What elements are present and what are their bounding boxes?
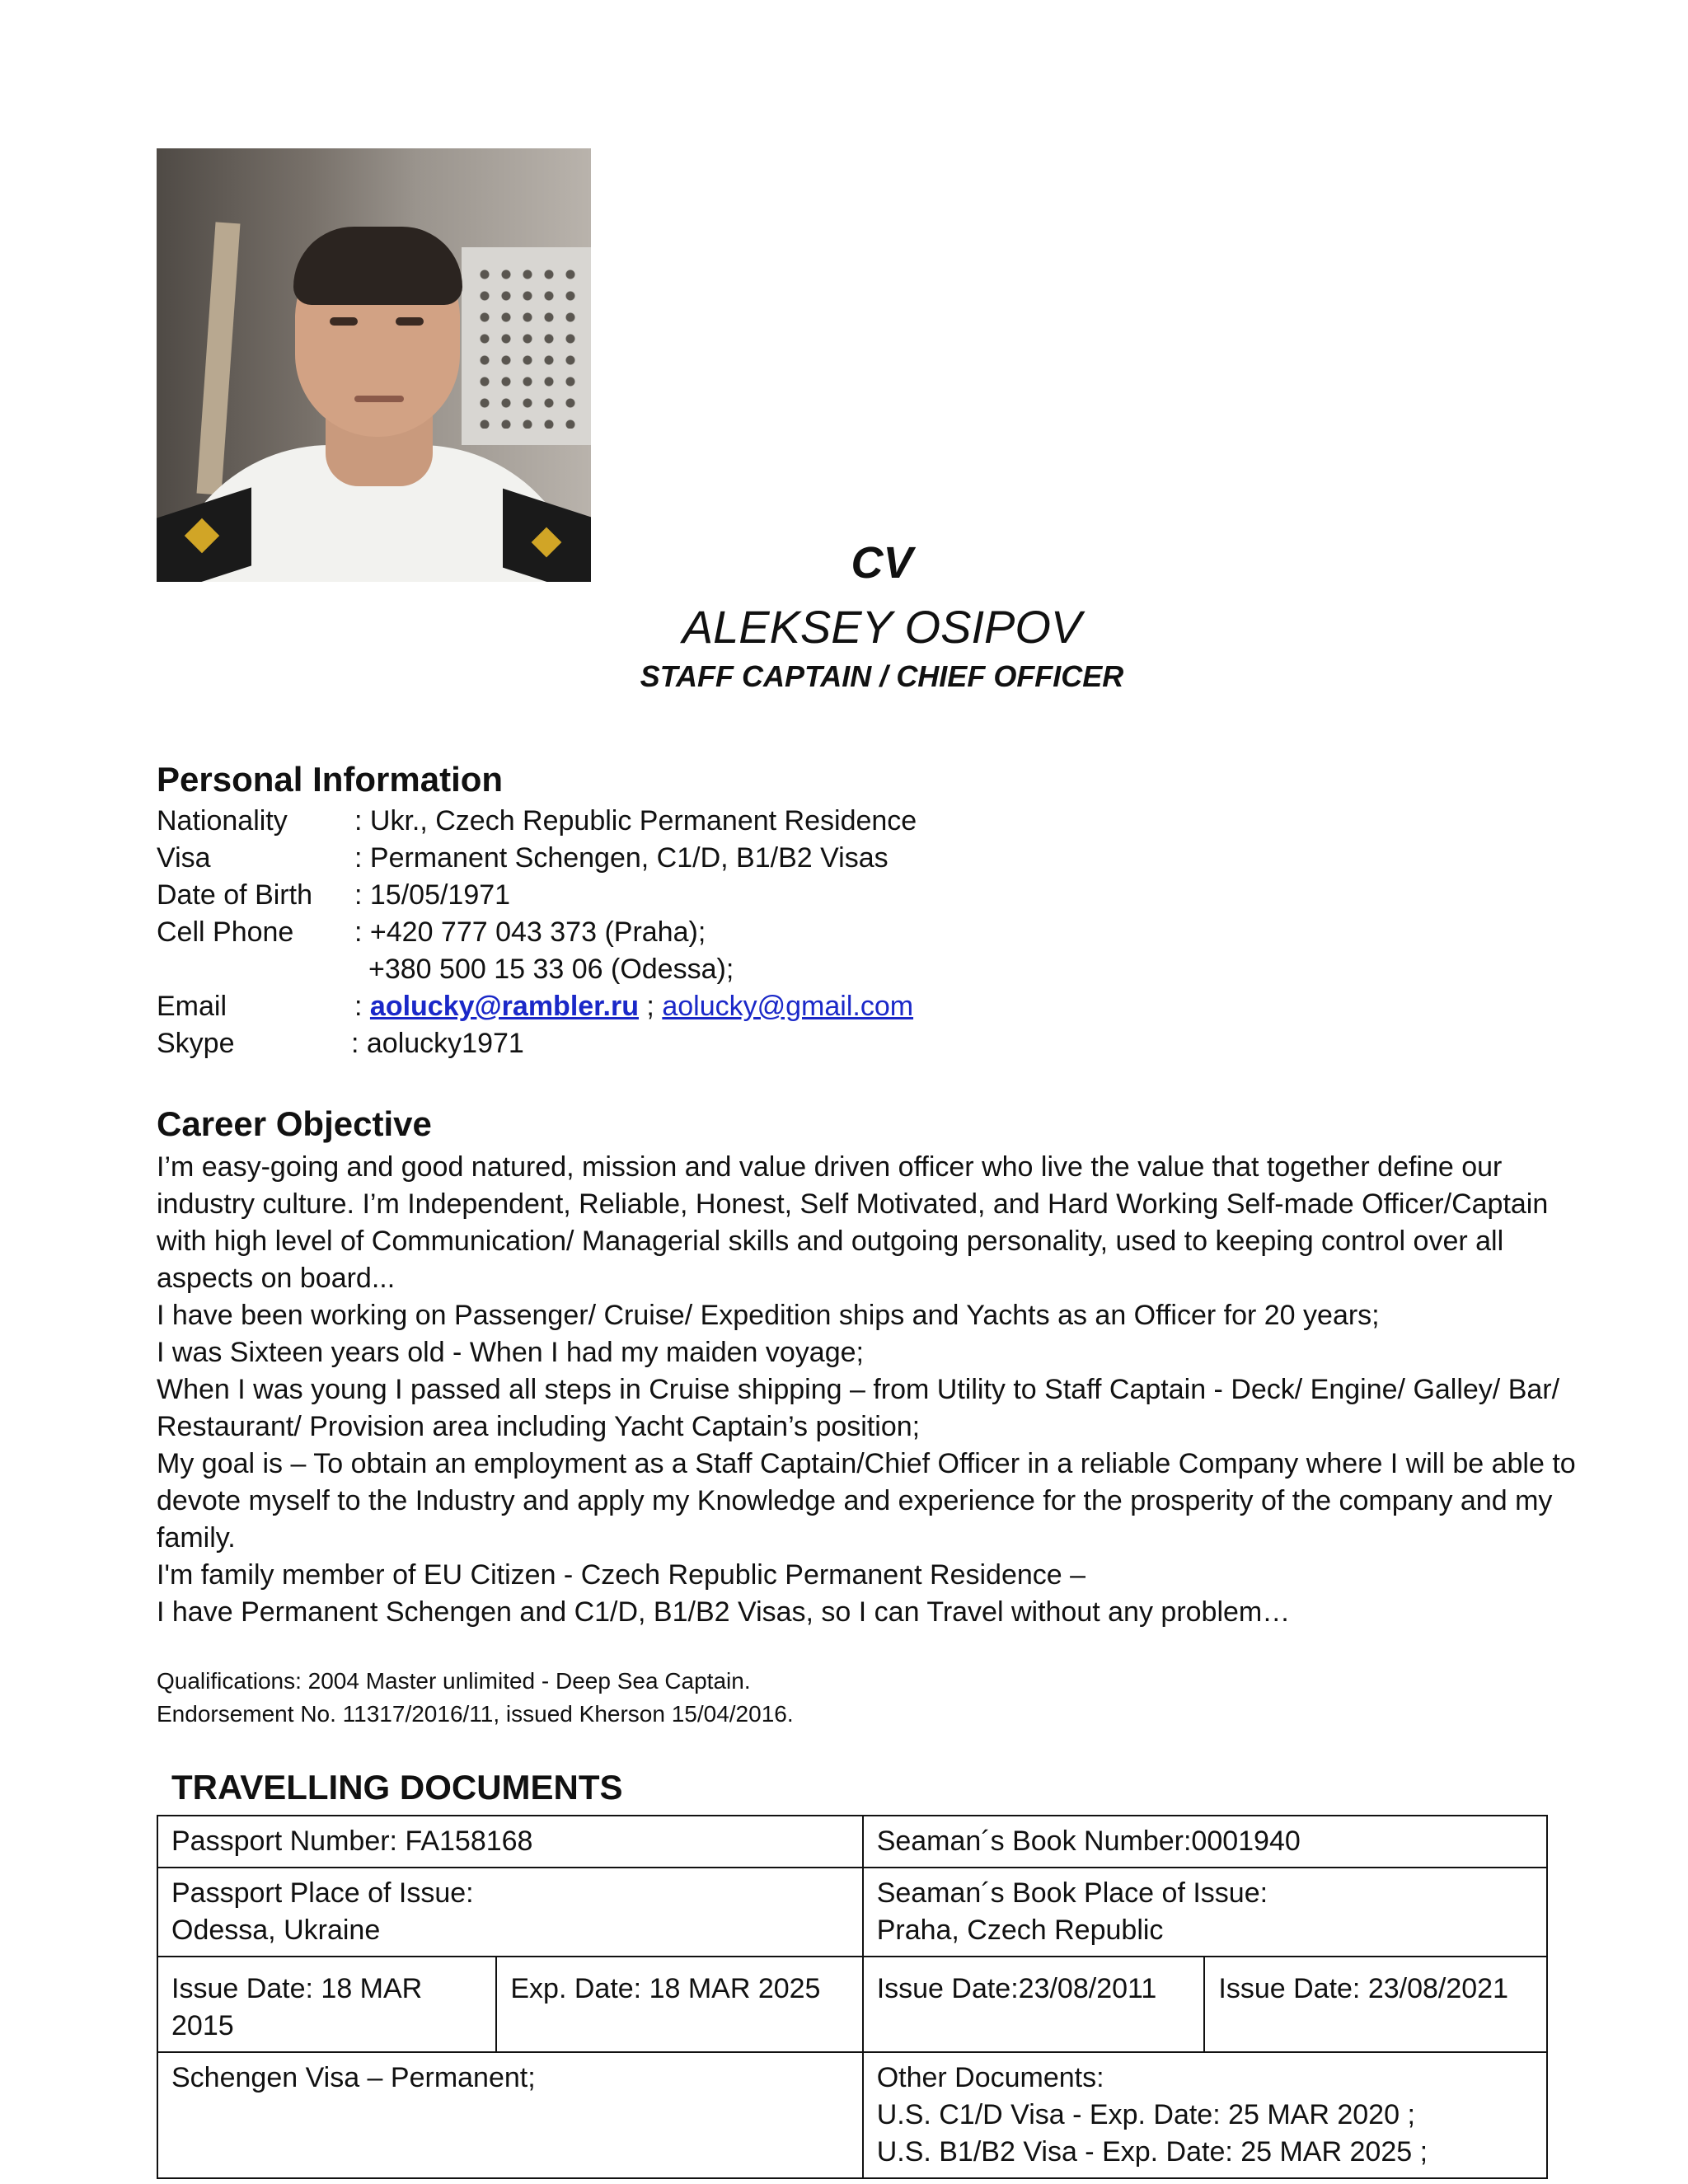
other-document-item: U.S. C1/D Visa - Exp. Date: 25 MAR 2020 ; <box>876 2099 1415 2130</box>
personal-info-heading: Personal Information <box>157 760 504 799</box>
passport-place-cell <box>157 1868 863 1957</box>
phone-value-1: : +420 777 043 373 (Praha); <box>354 916 706 948</box>
email-link-primary[interactable]: aolucky@rambler.ru <box>369 991 639 1022</box>
career-objective-heading: Career Objective <box>157 1104 432 1143</box>
career-paragraph-7: I have Permanent Schengen and C1/D, B1/B2 Visas, so I can Travel without any problem… <box>157 1596 1291 1628</box>
phone-value-2: +380 500 15 33 06 (Odessa); <box>368 954 734 985</box>
nationality-value: : Ukr., Czech Republic Permanent Residence <box>354 805 917 837</box>
other-documents-label: Other Documents: <box>876 2062 1104 2093</box>
passport-place-label: Passport Place of Issue: <box>171 1877 474 1909</box>
candidate-name: ALEKSEY OSIPOV <box>682 601 1082 653</box>
endorsement-line: Endorsement No. 11317/2016/11, issued Kherson 15/04/2016. <box>157 1701 794 1727</box>
nationality-label: Nationality <box>157 805 288 837</box>
skype-value: : aolucky1971 <box>351 1028 524 1059</box>
email-label: Email <box>157 991 227 1022</box>
career-objective-text <box>157 1149 1582 1631</box>
table-row <box>157 1868 1547 1957</box>
career-paragraph-5: My goal is – To obtain an employment as a Staff Captain/Chief Officer in a reliable Company where I will be able to devote myself to the Industry and apply my Knowledge and experience for the prosperity of the company and my family. <box>157 1448 1576 1554</box>
travelling-documents-table <box>157 1815 1548 2179</box>
cv-title: CV <box>851 538 913 588</box>
other-documents-cell <box>863 2052 1547 2178</box>
visa-value: : Permanent Schengen, C1/D, B1/B2 Visas <box>354 842 889 874</box>
seaman-issue-date-2-cell: Issue Date: 23/08/2021 <box>1204 1957 1547 2052</box>
table-row <box>157 2052 1547 2178</box>
candidate-role: STAFF CAPTAIN / CHIEF OFFICER <box>640 659 1124 693</box>
email-link-secondary[interactable]: aolucky@gmail.com <box>662 991 914 1022</box>
career-paragraph-4: When I was young I passed all steps in Cruise shipping – from Utility to Staff Captain - Deck/ Engine/ Galley/ Bar/ Restaurant/ Provision area including Yacht Captain’s position; <box>157 1374 1560 1442</box>
career-paragraph-6: I'm family member of EU Citizen - Czech Republic Permanent Residence – <box>157 1559 1086 1591</box>
seaman-book-number-cell: Seaman´s Book Number:0001940 <box>863 1816 1547 1868</box>
seaman-place-cell <box>863 1868 1547 1957</box>
other-document-item: U.S. B1/B2 Visa - Exp. Date: 25 MAR 2025 ; <box>876 2136 1428 2168</box>
qualifications-line: Qualifications: 2004 Master unlimited - Deep Sea Captain. <box>157 1668 751 1694</box>
email-separator: ; <box>638 991 663 1022</box>
travelling-documents-heading: TRAVELLING DOCUMENTS <box>171 1768 623 1807</box>
passport-place-value: Odessa, Ukraine <box>171 1915 381 1946</box>
skype-label: Skype <box>157 1028 235 1059</box>
schengen-visa-cell: Schengen Visa – Permanent; <box>157 2052 863 2178</box>
career-paragraph-1: I’m easy-going and good natured, mission and value driven officer who live the value that together define our industry culture. I’m Independent, Reliable, Honest, Self Motivated, and Hard Working Self-made Officer/Captain with high level of Communication/ Managerial skills and outgoing personality, used to keeping control over all aspects on board... <box>157 1151 1549 1294</box>
visa-label: Visa <box>157 842 211 874</box>
seaman-issue-date-cell: Issue Date:23/08/2011 <box>863 1957 1205 2052</box>
table-row <box>157 1957 1547 2052</box>
table-row <box>157 1816 1547 1868</box>
career-paragraph-2: I have been working on Passenger/ Cruise/ Expedition ships and Yachts as an Officer for 20 years; <box>157 1300 1380 1331</box>
dob-label: Date of Birth <box>157 879 312 911</box>
qualifications-block <box>157 1665 794 1731</box>
email-row <box>354 991 913 1023</box>
passport-number-cell: Passport Number: FA158168 <box>157 1816 863 1868</box>
profile-photo <box>157 148 591 582</box>
passport-issue-date-cell: Issue Date: 18 MAR 2015 <box>157 1957 496 2052</box>
passport-exp-date-cell: Exp. Date: 18 MAR 2025 <box>496 1957 862 2052</box>
email-colon: : <box>354 991 370 1022</box>
dob-value: : 15/05/1971 <box>354 879 511 911</box>
phone-label: Cell Phone <box>157 916 294 948</box>
career-paragraph-3: I was Sixteen years old - When I had my maiden voyage; <box>157 1337 864 1368</box>
seaman-place-value: Praha, Czech Republic <box>876 1915 1164 1946</box>
seaman-place-label: Seaman´s Book Place of Issue: <box>876 1877 1268 1909</box>
